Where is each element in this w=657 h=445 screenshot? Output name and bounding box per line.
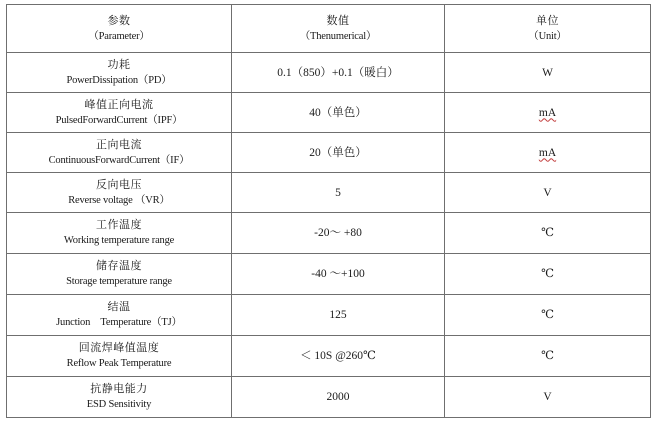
value-cell: -40 ～+100 — [232, 254, 445, 295]
parameter-cell — [7, 377, 232, 418]
parameter-table — [6, 4, 651, 418]
unit-cell: V — [445, 377, 651, 418]
parameter-name-cn: 抗静电能力 — [90, 382, 148, 395]
header-value-en: （Thenumerical） — [299, 30, 377, 42]
parameter-name-cn: 峰值正向电流 — [84, 97, 154, 111]
table-row — [7, 295, 651, 336]
parameter-cell — [7, 93, 232, 133]
parameter-cell — [7, 254, 232, 295]
value-cell: 125 — [232, 295, 445, 336]
parameter-cell — [7, 213, 232, 254]
unit-cell: ℃ — [445, 254, 651, 295]
parameter-cell — [7, 336, 232, 377]
value-cell: ＜ 10S @260℃ — [232, 336, 445, 377]
table-row — [7, 213, 651, 254]
header-unit — [445, 5, 651, 53]
parameter-name-en: PowerDissipation（PD） — [66, 74, 172, 86]
unit-cell: ℃ — [445, 336, 651, 377]
parameter-name-en: Reflow Peak Temperature — [66, 358, 172, 369]
header-unit-cn: 单位 — [536, 13, 559, 27]
parameter-name-cn: 储存温度 — [96, 259, 142, 272]
parameter-name-en: Storage temperature range — [66, 276, 172, 287]
parameter-cell — [7, 53, 232, 93]
value-cell: 40（单色） — [232, 93, 445, 133]
parameter-name-en: Reverse voltage （VR） — [68, 194, 170, 206]
parameter-name-en: PulsedForwardCurrent（IPF） — [55, 114, 183, 126]
parameter-name-en: Working temperature range — [63, 235, 175, 246]
value-cell: 0.1（850）+0.1（暖白） — [232, 53, 445, 93]
table-row — [7, 53, 651, 93]
header-unit-en: （Unit） — [528, 30, 567, 42]
table-row — [7, 377, 651, 418]
table-row — [7, 133, 651, 173]
table-row — [7, 254, 651, 295]
parameter-cell — [7, 133, 232, 173]
header-parameter-cn: 参数 — [107, 13, 131, 27]
parameter-cell — [7, 173, 232, 213]
unit-text: mA — [538, 146, 557, 159]
parameter-name-en: ContinuousForwardCurrent（IF） — [48, 154, 190, 166]
parameter-name-cn: 工作温度 — [96, 218, 142, 231]
unit-cell: V — [445, 173, 651, 213]
parameter-name-cn: 正向电流 — [96, 137, 142, 151]
unit-cell — [445, 93, 651, 133]
unit-cell: ℃ — [445, 213, 651, 254]
header-value — [232, 5, 445, 53]
table-row — [7, 336, 651, 377]
header-value-cn: 数值 — [326, 13, 350, 27]
unit-cell: W — [445, 53, 651, 93]
parameter-name-cn: 结温 — [107, 300, 131, 313]
header-row — [7, 5, 651, 53]
header-parameter-en: （Parameter） — [88, 30, 150, 42]
unit-cell: ℃ — [445, 295, 651, 336]
value-cell: 5 — [232, 173, 445, 213]
value-cell: -20～ +80 — [232, 213, 445, 254]
unit-cell — [445, 133, 651, 173]
parameter-name-cn: 反向电压 — [96, 177, 142, 191]
parameter-name-en: Junction Temperature（TJ） — [56, 317, 182, 328]
parameter-name-cn: 回流焊峰值温度 — [78, 341, 160, 354]
header-parameter — [7, 5, 232, 53]
parameter-name-cn: 功耗 — [107, 57, 131, 71]
parameter-cell — [7, 295, 232, 336]
parameter-name-en: ESD Sensitivity — [86, 399, 152, 410]
table-row — [7, 173, 651, 213]
value-cell: 2000 — [232, 377, 445, 418]
value-cell: 20（单色） — [232, 133, 445, 173]
table-row — [7, 93, 651, 133]
unit-text: mA — [538, 106, 557, 119]
